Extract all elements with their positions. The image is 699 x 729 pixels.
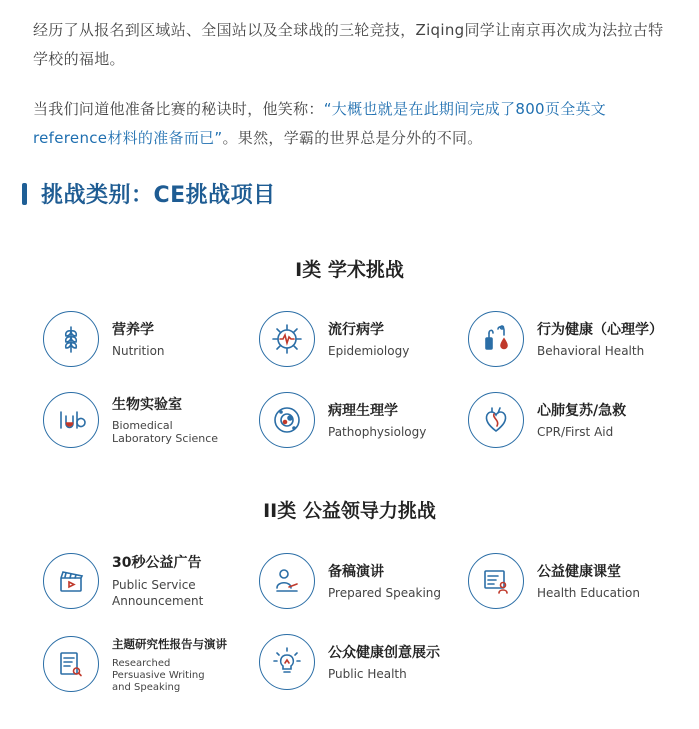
challenge-name-zh: 病理生理学 xyxy=(328,402,398,419)
challenge-name-zh: 心肺复苏/急救 xyxy=(537,402,627,419)
challenge-name-zh: 30秒公益广告 xyxy=(112,555,202,571)
challenge-name-zh: 公益健康课堂 xyxy=(537,563,621,580)
challenge-name-en: Biomedical Laboratory Science xyxy=(112,419,219,445)
cell-icon xyxy=(259,392,315,448)
quote-paragraph-after: 。果然，学霸的世界总是分外的不同。 xyxy=(222,129,483,147)
highlighted-quote: “大概也就是在此期间完成了800页全英文reference材料的准备而已” xyxy=(33,100,607,147)
section-heading xyxy=(22,178,276,209)
challenge-name-zh: 主题研究性报告与演讲 xyxy=(112,637,227,651)
challenge-item-psa xyxy=(43,553,232,609)
challenge-name-en: Pathophysiology xyxy=(328,424,427,439)
quote-paragraph xyxy=(33,95,673,153)
clapperboard-icon xyxy=(43,553,99,609)
challenge-name-en: CPR/First Aid xyxy=(537,424,614,439)
challenge-item-epidemiology xyxy=(259,311,409,367)
challenge-name-en: Health Education xyxy=(537,585,640,600)
challenge-item-biomedical-lab xyxy=(43,392,230,448)
challenge-name-zh: 行为健康（心理学） xyxy=(537,321,663,338)
challenge-name-zh: 生物实验室 xyxy=(112,397,182,413)
challenge-item-pathophysiology xyxy=(259,392,426,448)
section-heading-bar xyxy=(22,183,27,205)
challenge-item-cpr xyxy=(468,392,626,448)
challenge-item-nutrition xyxy=(43,311,165,367)
iv-drip-icon xyxy=(468,311,524,367)
lab-icon xyxy=(43,392,99,448)
category-title-academic: I类 学术挑战 xyxy=(295,259,404,281)
challenge-name-en: Epidemiology xyxy=(328,343,410,358)
section-title: 挑战类别：CE挑战项目 xyxy=(41,183,276,208)
challenge-name-zh: 备稿演讲 xyxy=(328,563,384,580)
intro-paragraph: 经历了从报名到区域站、全国站以及全球战的三轮竞技，Ziqing同学让南京再次成为法拉古特学校的福地。 xyxy=(33,21,664,68)
challenge-name-en: Public Health xyxy=(328,666,407,681)
challenge-name-en: Prepared Speaking xyxy=(328,585,442,600)
virus-icon xyxy=(259,311,315,367)
challenge-name-zh: 流行病学 xyxy=(328,321,384,338)
presentation-board-icon xyxy=(468,553,524,609)
challenge-item-public-health xyxy=(259,634,440,690)
challenge-name-zh: 公众健康创意展示 xyxy=(328,644,440,661)
challenge-name-en: Behavioral Health xyxy=(537,343,645,358)
challenge-name-zh: 营养学 xyxy=(112,321,154,338)
wheat-icon xyxy=(43,311,99,367)
category-title-leadership: II类 公益领导力挑战 xyxy=(263,500,436,522)
speaker-podium-icon xyxy=(259,553,315,609)
lightbulb-icon xyxy=(259,634,315,690)
heart-icon xyxy=(468,392,524,448)
challenge-item-prepared-speaking xyxy=(259,553,441,609)
challenge-name-en: Nutrition xyxy=(112,343,165,358)
challenge-item-researched-persuasive xyxy=(43,634,227,694)
challenge-item-behavioral-health xyxy=(468,311,663,367)
report-document-icon xyxy=(43,636,99,692)
quote-paragraph-before: 当我们问道他准备比赛的秘诀时，他笑称： xyxy=(33,100,324,118)
challenge-name-en: Public Service Announcement xyxy=(112,578,204,608)
challenge-item-health-education xyxy=(468,553,640,609)
challenge-name-en: Researched Persuasive Writing and Speaking xyxy=(112,658,205,693)
